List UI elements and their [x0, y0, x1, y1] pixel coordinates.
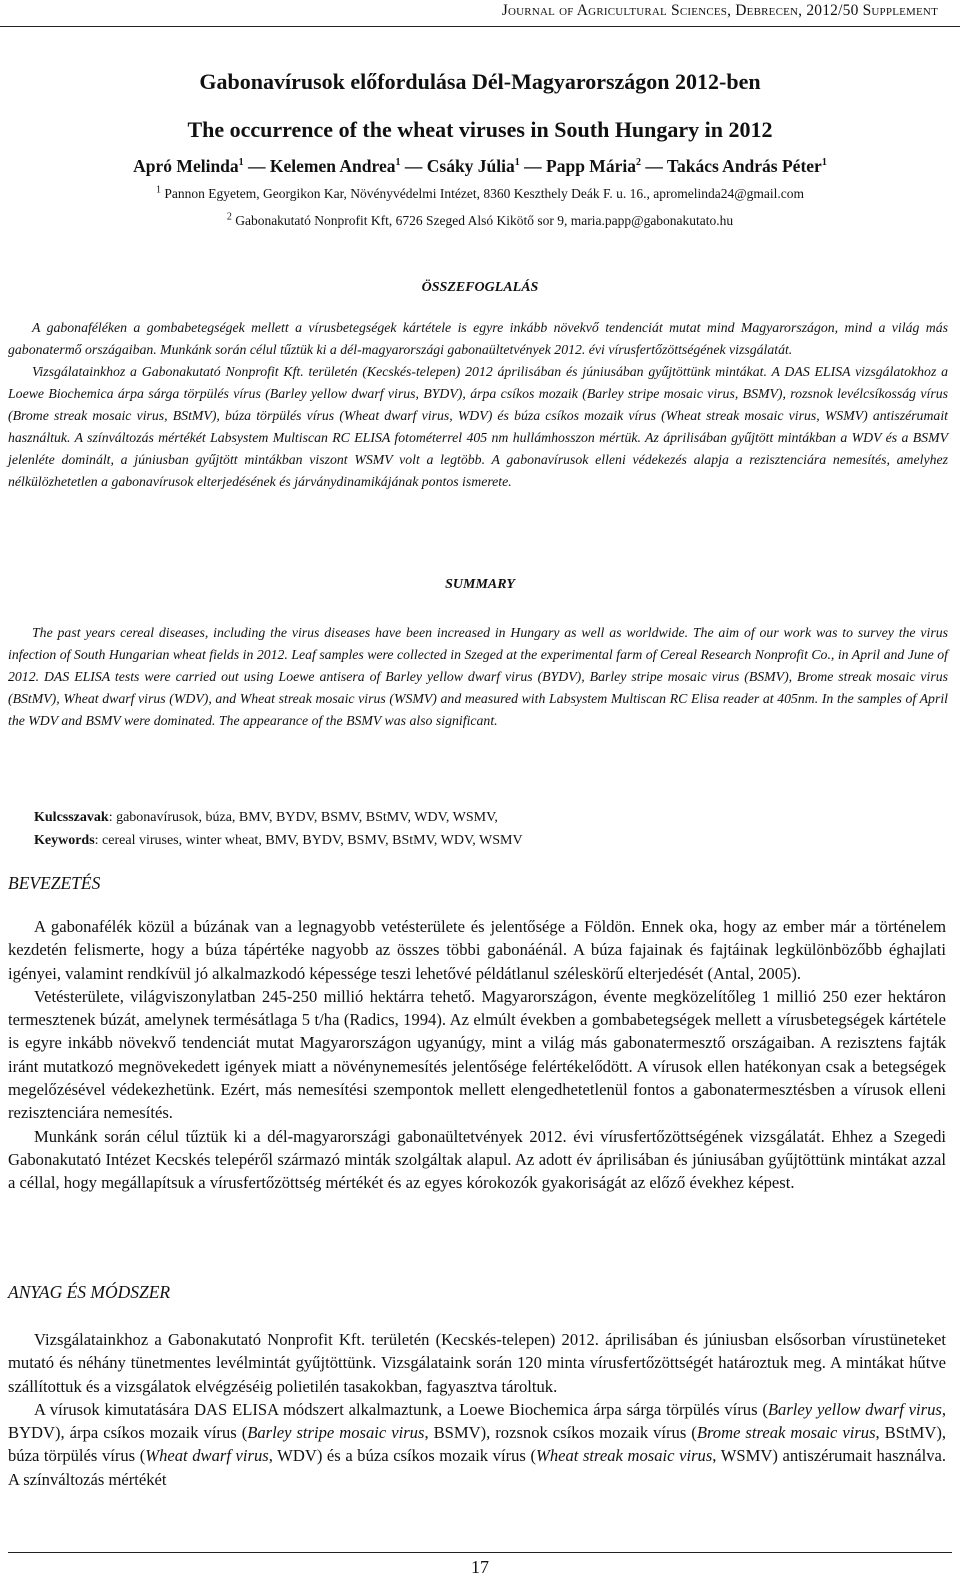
- keywords-english: [34, 829, 523, 852]
- author-name: Csáky Júlia: [426, 156, 515, 176]
- affiliation-1: [0, 186, 960, 202]
- text-run: , BSMV), rozsnok csíkos mozaik vírus (: [424, 1423, 697, 1443]
- author-name: Takács András Péter: [666, 156, 822, 176]
- body-paragraph: A gabonafélék közül a búzának van a legnagyobb vetésterülete és jelentősége a Földön. Ennek oka, hogy az ember már a történelem kezdetén felismerte, hogy a búza tápértéke nagyobb az összes többi gabonáénál. A búza fajainak és fajtáinak legkülönbözőbb éghajlati igényei, valamint rendkívül jó alkalmazkodó képessége teszi lehetővé példátlanul széleskörű elterjedését (Antal, 2005).: [8, 917, 946, 983]
- text-run-italic: Barley yellow dwarf virus: [767, 1399, 942, 1419]
- title-english: The occurrence of the wheat viruses in South Hungary in 2012: [187, 117, 773, 142]
- section-heading-materials-methods: ANYAG ÉS MÓDSZER: [8, 1282, 171, 1302]
- keywords-hungarian: [34, 806, 523, 829]
- affiliation-text: Pannon Egyetem, Georgikon Kar, Növényvédelmi Intézet, 8360 Keszthely Deák F. u. 16., apromelinda24@gmail.com: [164, 186, 805, 201]
- affiliation-text: Gabonakutató Nonprofit Kft, 6726 Szeged Alsó Kikötő sor 9, maria.papp@gabonakutato.hu: [235, 213, 734, 228]
- abstract-paragraph: A gabonaféléken a gombabetegségek mellett a vírusbetegségek kártétele is egyre inkább növekvő tendenciát mutat mind Magyarországon, mind a világ más gabonatermő országaiban. Munkánk során célul tűztük ki a dél-magyarországi gabonaültetvények 2012. évi vírusfertőzöttségének vizsgálatát.: [8, 320, 948, 357]
- author-affiliation-mark: 1: [238, 157, 244, 169]
- text-run: , BStMV), búza törpülés vírus (: [8, 1423, 947, 1466]
- keywords-text: : cereal viruses, winter wheat, BMV, BYDV, BSMV, BStMV, WDV, WSMV: [94, 833, 523, 848]
- body-paragraph: Vizsgálatainkhoz a Gabonakutató Nonprofit Kft. területén (Kecskés-telepen) 2012. áprilisában és júniusban elsősorban vírustüneteket mutató és néhány tünetmentes levélmintát gyűjtöttünk. Vizsgálataink során 120 minta vírusfertőzöttségét határoztuk meg. A mintákat hűtve szállítottuk és a vizsgálatok elvégzéséig polietilén tasakokban, fagyasztva tároltuk.: [8, 1330, 946, 1396]
- footer-rule: [8, 1552, 952, 1553]
- author-separator: —: [640, 156, 667, 176]
- author-separator: —: [519, 156, 547, 176]
- author-affiliation-mark: 2: [635, 157, 641, 169]
- text-run: , WSMV) antiszérumait használva. A színváltozás mértékét: [8, 1446, 947, 1489]
- affiliation-2: [0, 213, 960, 229]
- abstract-hu-heading: ÖSSZEFOGLALÁS: [421, 280, 539, 295]
- text-run-italic: Brome streak mosaic virus: [696, 1423, 876, 1443]
- summary-paragraph: The past years cereal diseases, including the virus diseases have been increased in Hungary as well as worldwide. The aim of our work was to survey the virus infection of South Hungarian wheat fields in 2012. Leaf samples were collected in Szeged at the experimental farm of Cereal Research Nonprofit Co., in April and June of 2012. DAS ELISA tests were carried out using Loewe antisera of Barley yellow dwarf virus (BYDV), Barley stripe mosaic virus (BSMV), Brome streak mosaic virus (BStMV), Wheat dwarf virus (WDV), and Wheat streak mosaic virus (WSMV) and measured with Labsystem Multiscan RC Elisa reader at 405nm. In the samples of April the WDV and BSMV were dominated. The appearance of the BSMV was also significant.: [8, 625, 948, 728]
- text-run-italic: Wheat streak mosaic virus: [536, 1446, 713, 1466]
- affiliation-number: 1: [155, 184, 161, 196]
- keywords-label: Keywords: [34, 833, 95, 848]
- author-list: [0, 156, 960, 177]
- keywords-label: Kulcsszavak: [34, 810, 109, 825]
- summary-heading: SUMMARY: [445, 577, 515, 592]
- methods-body: [8, 1328, 946, 1491]
- author-separator: —: [400, 156, 427, 176]
- running-head: Journal of Agricultural Sciences, Debrecen, 2012/50 Supplement: [501, 2, 938, 19]
- header-rule: [0, 26, 960, 27]
- abstract-paragraph: Vizsgálatainkhoz a Gabonakutató Nonprofit Kft. területén (Kecskés-telepen) 2012 áprilisában és júniusában gyűjtöttünk mintákat. A DAS ELISA vizsgálatokhoz a Loewe Biochemica árpa sárga törpülés vírus (Barley yellow dwarf virus, BYDV), árpa csíkos mozaik (Barley stripe mosaic virus, BSMV), rozsnok levélcsíkosság vírus (Brome streak mosaic virus, BStMV), búza törpülés vírus (Wheat dwarf virus, WDV) és búza csíkos mozaik vírus (Wheat streak mosaic virus, WSMV) antiszérumait használtuk. A színváltozás mértékét Labsystem Multiscan RC ELISA fotométerrel 405 nm hullámhosszon mértük. Az áprilisában gyűjtött mintákban a WDV és a BSMV jelenléte dominált, a júniusban gyűjtött mintákban viszont WSMV volt a legtöbb. A gabonavírusok elleni védekezés alapja a rezisztenciára nemesítés, amelyhez nélkülözhetetlen a gabonavírusok elterjedésének és járványdinamikájának pontos ismerete.: [8, 364, 948, 489]
- author-separator: —: [243, 156, 270, 176]
- title-hungarian: Gabonavírusok előfordulása Dél-Magyarországon 2012-ben: [199, 69, 761, 94]
- affiliation-number: 2: [226, 211, 232, 223]
- abstract-hungarian: [8, 317, 948, 493]
- author-name: Apró Melinda: [133, 156, 239, 176]
- keywords-block: [34, 806, 523, 852]
- body-paragraph: Munkánk során célul tűztük ki a dél-magyarországi gabonaültetvények 2012. évi vírusfertőzöttségének vizsgálatát. Ehhez a Szegedi Gabonakutató Intézet Kecskés telepéről származó minták szolgáltak alapul. Az adott év áprilisában és júniusában gyűjtöttünk mintákat azzal a céllal, hogy megállapítsuk a vírusfertőzöttség mértékét és az egyes kórokozók gyakoriságát az előző évekhez képest.: [8, 1126, 946, 1193]
- section-heading-introduction: BEVEZETÉS: [8, 873, 101, 893]
- text-run-italic: Barley stripe mosaic virus: [247, 1423, 425, 1443]
- introduction-body: [8, 915, 946, 1195]
- summary-english: [8, 622, 948, 732]
- text-run-italic: Wheat dwarf virus: [145, 1446, 269, 1466]
- body-paragraph: Vetésterülete, világviszonylatban 245-250 millió hektárra tehető. Magyarországon, évente megközelítőleg 1 millió 250 ezer hektáron termesztenek búzát, amelynek termésátlaga 5 t/ha (Radics, 1994). Az elmúlt években a gombabetegségek mellett a vírusbetegségek kártétele is egyre inkább növekvő tendenciát mutat Magyarországon ugyanúgy, mint a világ más gabonatermesztő országaiban. A rezisztens fajták iránt mutatkozó megnövekedett igények miatt a növénynemesítés jelentősége felértékelődött. A vírusok ellen hatékonyan csak a betegségek megelőzésével védekezhetünk. Ezért, más nemesítési szempontok mellett elengedhetetlenül fontos a gabonatermesztésben a vírusok elleni rezisztenciára nemesítés.: [8, 986, 946, 1123]
- text-run: , WDV) és a búza csíkos mozaik vírus (: [268, 1446, 536, 1466]
- keywords-text: : gabonavírusok, búza, BMV, BYDV, BSMV, BStMV, WDV, WSMV,: [108, 810, 498, 825]
- text-run: , BYDV), árpa csíkos mozaik vírus (: [8, 1399, 946, 1443]
- page-number: 17: [471, 1557, 489, 1577]
- text-run: A vírusok kimutatására DAS ELISA módszert alkalmaztunk, a Loewe Biochemica árpa sárga törpülés vírus (: [34, 1399, 768, 1419]
- author-affiliation-mark: 1: [821, 157, 827, 169]
- body-paragraph: [8, 1398, 946, 1491]
- author-name: Kelemen Andrea: [269, 156, 396, 176]
- author-affiliation-mark: 1: [395, 157, 401, 169]
- author-affiliation-mark: 1: [514, 157, 520, 169]
- author-name: Papp Mária: [546, 156, 636, 176]
